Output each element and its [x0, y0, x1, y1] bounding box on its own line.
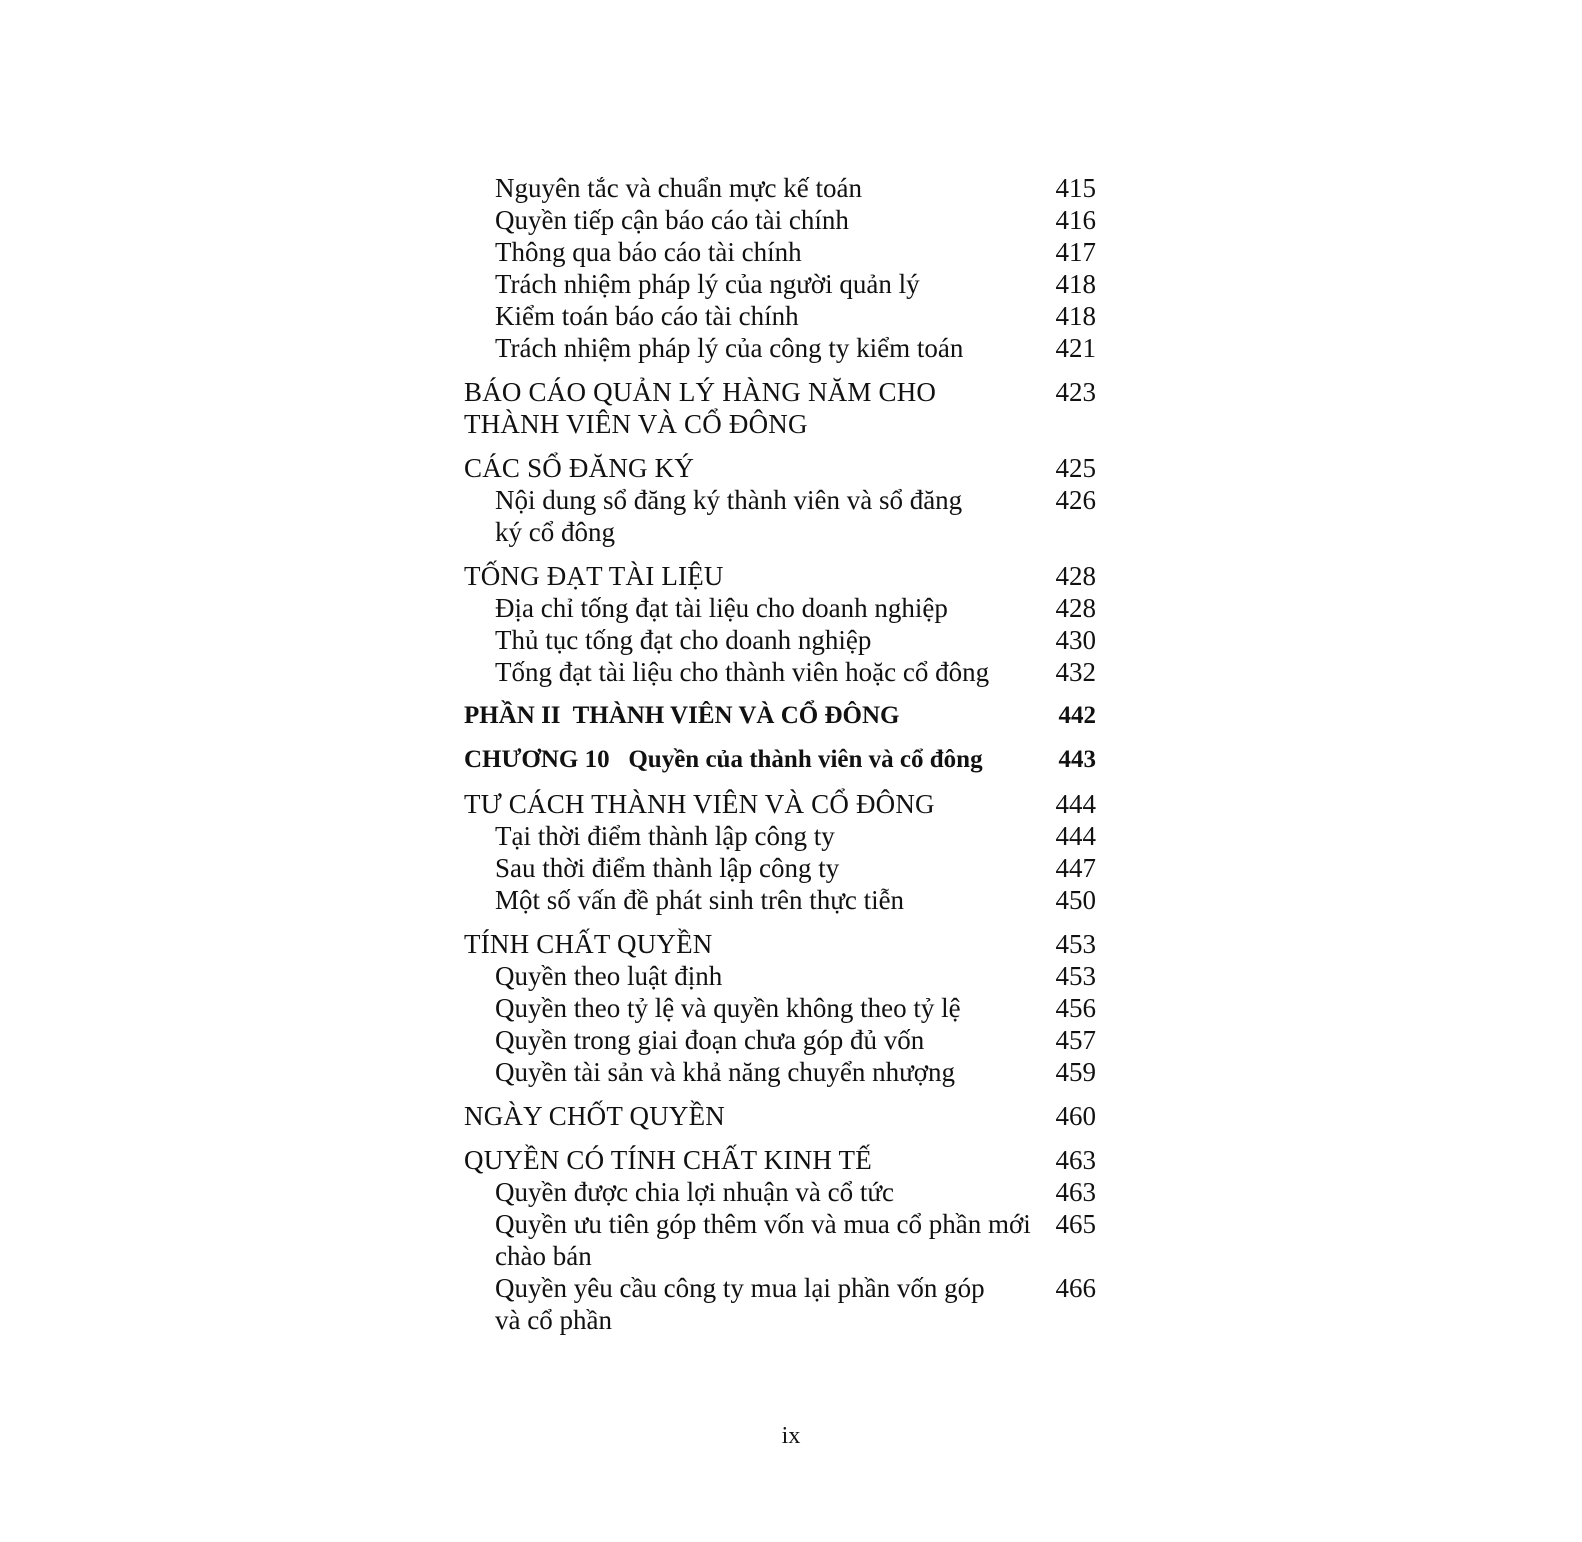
toc-section-title: BÁO CÁO QUẢN LÝ HÀNG NĂM CHO THÀNH VIÊN VÀ CỔ ĐÔNG — [464, 377, 937, 439]
toc-section-title: CÁC SỔ ĐĂNG KÝ — [464, 453, 695, 483]
toc-section-heading — [464, 1144, 1096, 1176]
toc-entry — [464, 624, 1096, 656]
toc-entry-title: Trách nhiệm pháp lý của người quản lý — [495, 269, 920, 299]
toc-part-heading — [464, 700, 1096, 732]
toc-section-heading — [464, 376, 1096, 440]
toc-section-heading — [464, 928, 1096, 960]
toc-entry-page: 459 — [1055, 1057, 1096, 1087]
toc-entry-title: Một số vấn đề phát sinh trên thực tiễn — [495, 885, 905, 915]
toc-section-title: NGÀY CHỐT QUYỀN — [464, 1101, 725, 1131]
toc-entry-page: 443 — [1058, 746, 1096, 773]
toc-entry-page: 447 — [1055, 853, 1096, 883]
toc-entry — [464, 656, 1096, 688]
toc-entry — [464, 484, 1096, 548]
toc-entry-title: Quyền ưu tiên góp thêm vốn và mua cổ phần mới chào bán — [495, 1209, 1031, 1271]
toc-entry-title: Tống đạt tài liệu cho thành viên hoặc cổ đông — [495, 657, 990, 687]
toc-entry-title: Quyền được chia lợi nhuận và cổ tức — [495, 1177, 894, 1207]
toc-section-title: TỐNG ĐẠT TÀI LIỆU — [464, 561, 724, 591]
toc-entry-title: Quyền theo luật định — [495, 961, 723, 991]
toc-entry — [464, 1056, 1096, 1088]
toc-entry-page: 450 — [1055, 885, 1096, 915]
toc-entry-page: 453 — [1055, 961, 1096, 991]
toc-entry — [464, 960, 1096, 992]
toc-entry-page: 418 — [1055, 301, 1096, 331]
toc-entry-page: 460 — [1055, 1101, 1096, 1131]
toc-entry — [464, 268, 1096, 300]
toc-entry-page: 444 — [1055, 821, 1096, 851]
toc-entry — [464, 884, 1096, 916]
toc-entry — [464, 1208, 1096, 1272]
toc-entry — [464, 992, 1096, 1024]
toc-entry-title: Quyền yêu cầu công ty mua lại phần vốn góp và cổ phần — [495, 1273, 985, 1335]
toc-part-title: PHẦN II THÀNH VIÊN VÀ CỔ ĐÔNG — [464, 702, 900, 729]
toc-entry-page: 444 — [1055, 789, 1096, 819]
toc-entry-title: Thông qua báo cáo tài chính — [495, 237, 802, 267]
toc-section-heading — [464, 452, 1096, 484]
toc-section-heading — [464, 1100, 1096, 1132]
toc-entry-page: 466 — [1055, 1273, 1096, 1303]
toc-entry-page: 421 — [1055, 333, 1096, 363]
toc-entry-page: 425 — [1055, 453, 1096, 483]
toc-entry — [464, 1024, 1096, 1056]
toc-entry-page: 465 — [1055, 1209, 1096, 1239]
toc-entry-page: 428 — [1055, 593, 1096, 623]
toc-entry-page: 416 — [1055, 205, 1096, 235]
toc-entry — [464, 204, 1096, 236]
toc-entry-page: 463 — [1055, 1177, 1096, 1207]
toc-entry-title: Nguyên tắc và chuẩn mực kế toán — [495, 173, 862, 203]
toc-entry-page: 426 — [1055, 485, 1096, 515]
toc-entry — [464, 1272, 1096, 1336]
toc-entry-page: 463 — [1055, 1145, 1096, 1175]
table-of-contents — [464, 172, 1096, 1336]
toc-entry-title: Tại thời điểm thành lập công ty — [495, 821, 835, 851]
toc-entry-page: 432 — [1055, 657, 1096, 687]
toc-section-title: QUYỀN CÓ TÍNH CHẤT KINH TẾ — [464, 1145, 872, 1175]
toc-entry-page: 423 — [1055, 377, 1096, 407]
toc-section-title: TƯ CÁCH THÀNH VIÊN VÀ CỔ ĐÔNG — [464, 789, 935, 819]
toc-entry — [464, 1176, 1096, 1208]
toc-entry-page: 442 — [1058, 702, 1096, 729]
toc-entry-title: Trách nhiệm pháp lý của công ty kiểm toán — [495, 333, 964, 363]
toc-entry — [464, 236, 1096, 268]
toc-entry — [464, 852, 1096, 884]
toc-entry-title: Thủ tục tống đạt cho doanh nghiệp — [495, 625, 872, 655]
toc-entry-title: Kiểm toán báo cáo tài chính — [495, 301, 799, 331]
toc-chapter-heading — [464, 744, 1096, 776]
toc-entry-title: Quyền tiếp cận báo cáo tài chính — [495, 205, 849, 235]
toc-entry-page: 428 — [1055, 561, 1096, 591]
toc-entry-title: Quyền theo tỷ lệ và quyền không theo tỷ lệ — [495, 993, 961, 1023]
toc-section-title: TÍNH CHẤT QUYỀN — [464, 929, 713, 959]
toc-entry-page: 417 — [1055, 237, 1096, 267]
toc-entry — [464, 592, 1096, 624]
toc-entry-page: 457 — [1055, 1025, 1096, 1055]
toc-section-heading — [464, 560, 1096, 592]
toc-chapter-title: CHƯƠNG 10 Quyền của thành viên và cổ đông — [464, 746, 983, 773]
toc-entry-page: 418 — [1055, 269, 1096, 299]
toc-entry-page: 456 — [1055, 993, 1096, 1023]
toc-entry — [464, 332, 1096, 364]
toc-entry-title: Quyền tài sản và khả năng chuyển nhượng — [495, 1057, 956, 1087]
toc-entry-title: Địa chỉ tống đạt tài liệu cho doanh nghiệp — [495, 593, 948, 623]
toc-entry-page: 415 — [1055, 173, 1096, 203]
toc-entry-title: Sau thời điểm thành lập công ty — [495, 853, 840, 883]
toc-entry-page: 453 — [1055, 929, 1096, 959]
toc-entry-title: Quyền trong giai đoạn chưa góp đủ vốn — [495, 1025, 925, 1055]
toc-entry-title: Nội dung sổ đăng ký thành viên và sổ đăng ký cổ đông — [495, 485, 963, 547]
toc-section-heading — [464, 788, 1096, 820]
toc-entry-page: 430 — [1055, 625, 1096, 655]
toc-entry — [464, 820, 1096, 852]
toc-entry — [464, 300, 1096, 332]
toc-entry — [464, 172, 1096, 204]
page-number: ix — [781, 1423, 801, 1449]
